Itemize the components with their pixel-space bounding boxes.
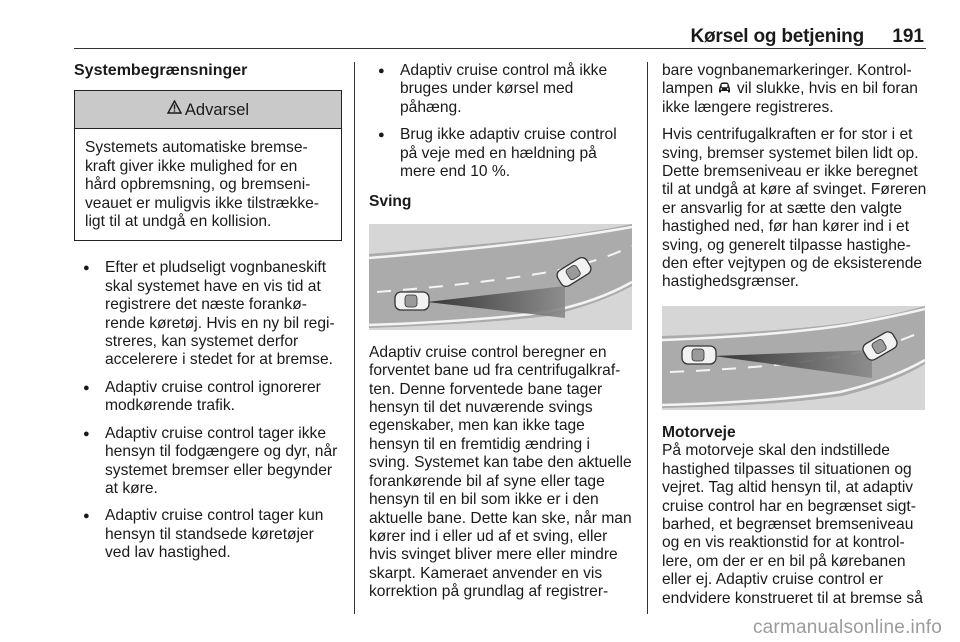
subheading-motorveje: Motorveje [662, 423, 736, 441]
car-indicator-icon [717, 80, 732, 97]
warning-title: Advarsel [184, 100, 250, 119]
chapter-title: Kørsel og betjening [690, 26, 864, 47]
list-item: ● Efter et pludseligt vognbaneskift skal systemet have en vis tid at registrere det næste forankø-rende køretøj. Hvis en ny bil regi-streres, kan systemet derfor accelerere i stedet for at bremse. [74, 259, 342, 369]
warning-triangle-icon [167, 100, 182, 119]
limitations-list-continued [369, 62, 634, 181]
subheading-sving: Sving [369, 193, 412, 211]
paragraph-text: bare vognbanemarkeringer. Kontrol-lampen [662, 62, 912, 98]
page-header [74, 20, 926, 49]
column-middle [369, 62, 634, 611]
motorway-paragraph: På motorveje skal den indstillede hastighed tilpasses til situationen og vejret. Tag altid hensyn til, at adaptiv cruise control har en begrænset sigt-barhed, et begrænset bremseniveau og en vis reaktionstid for at kontrol-lere, om der er en bil på kørebanen eller ej. Adaptiv cruise control er endvidere konstrueret til at bremse så [662, 442, 923, 607]
paragraph-text: vil slukke, hvis en bil foran ikke længere registreres. [662, 80, 918, 116]
list-item: ● Adaptiv cruise control tager kun hensyn til standsede køretøjer ved lav hastighed. [74, 507, 342, 562]
column-divider [354, 62, 355, 614]
indicator-paragraph [662, 62, 928, 117]
column-left [74, 62, 342, 572]
curve-braking-illustration [662, 306, 925, 410]
ego-car [682, 346, 716, 364]
watermark: carmanualsonline.info [752, 617, 942, 638]
warning-box [74, 90, 342, 241]
list-item: ● Brug ikke adaptiv cruise control på veje med en hældning på mere end 10 %. [369, 126, 634, 181]
curve-paragraph: Adaptiv cruise control beregner en forventet bane ud fra centrifugalkraf-ten. Denne forventede bane tager hensyn til det nuværende svings egenskaber, men kan ikke tage hensyn til en fremtidig ændring i sving. Systemet kan tabe den aktuelle forankørende bil af syne eller tage hensyn til en bil som ikke er i den aktuelle bane. Dette kan ske, når man kører ind i eller ud af et sving, eller hvis svinget bliver mere eller mindre skarpt. Kameraet anvender en vis korrektion på grundlag af registrer- [369, 343, 632, 601]
list-item: ● Adaptiv cruise control tager ikke hensyn til fodgængere og dyr, når systemet bremser eller begynder at køre. [74, 425, 342, 499]
list-item: ● Adaptiv cruise control ignorerer modkørende trafik. [74, 379, 342, 416]
warning-text: Systemets automatiske bremse-kraft giver ikke mulighed for en hård opbremsning, og bremseni-veauet er muligvis ikke tilstrække-ligt til at undgå en kollision. [85, 139, 319, 231]
curve-illustration [369, 224, 632, 330]
warning-header [75, 91, 341, 129]
page-number: 191 [892, 26, 924, 47]
list-item: ● Adaptiv cruise control må ikke bruges under kørsel med påhæng. [369, 62, 634, 117]
ego-car [395, 292, 429, 310]
column-divider [647, 62, 648, 614]
section-title: Systembegrænsninger [74, 62, 248, 79]
column-right [662, 62, 928, 617]
limitations-list [74, 259, 342, 562]
centrifugal-paragraph: Hvis centrifugalkraften er for stor i et sving, bremser systemet bilen lidt op. Dette bremseniveau er ikke beregnet til at undgå at køre af svinget. Føreren er ansvarlig for at sætte den valgte hastighed ned, før han kører ind i et sving, og generelt tilpasse hastighe-den efter vejtypen og de eksisterende hastighedsgrænser. [662, 126, 927, 291]
